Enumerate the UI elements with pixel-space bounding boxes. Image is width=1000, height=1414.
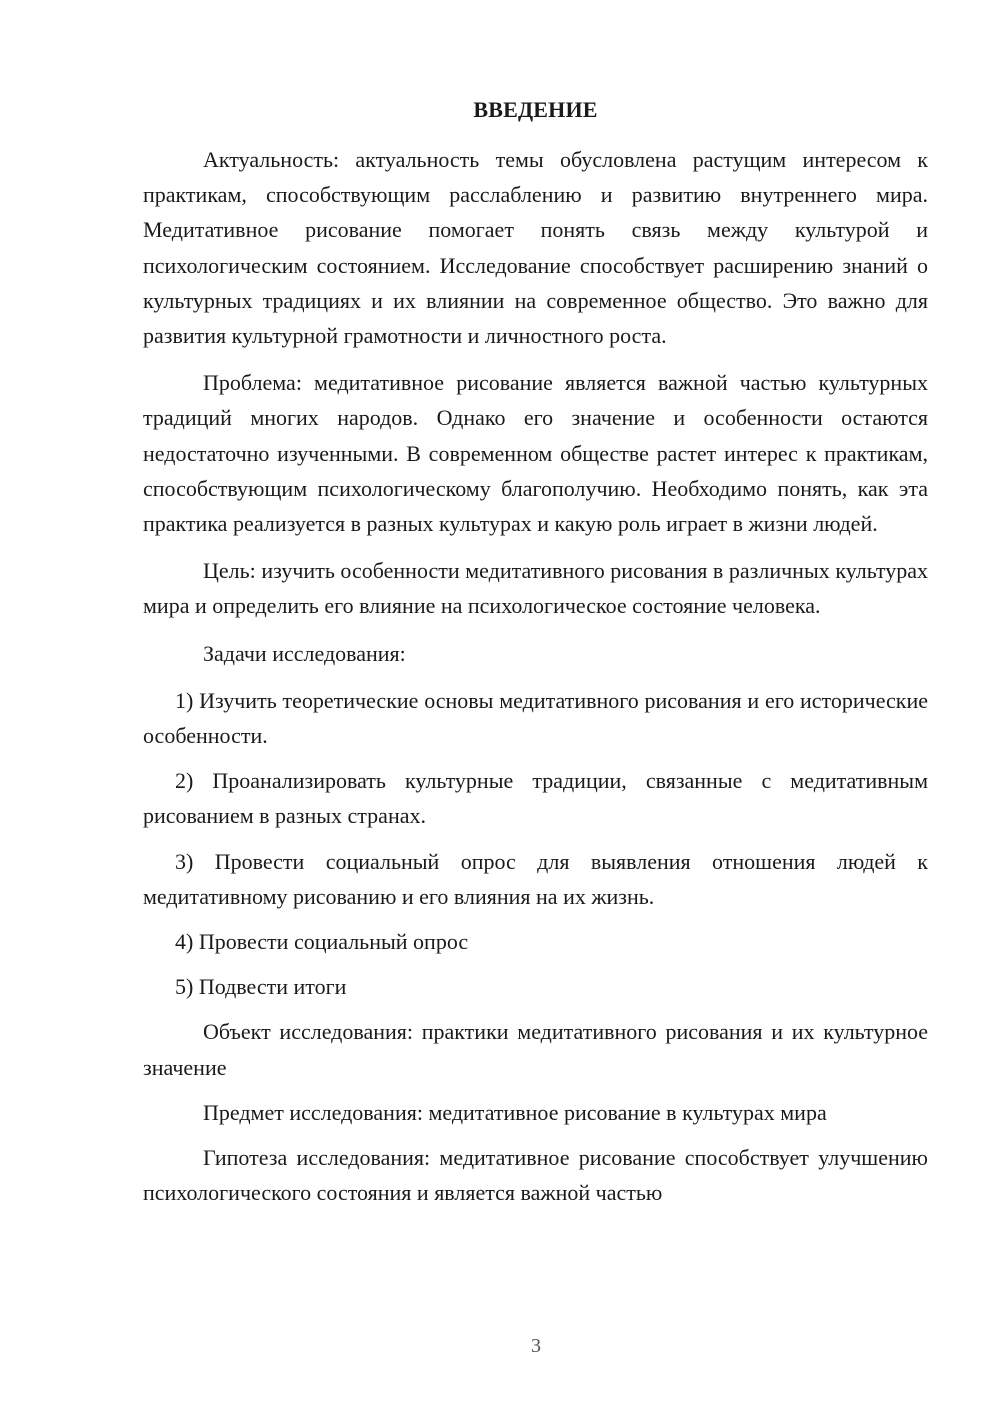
task-item-2: 2) Проанализировать культурные традиции, связанные с медитативным рисованием в разных странах. [143,768,928,829]
paragraph-object: Объект исследования: практики медитативного рисования и их культурное значение [143,1019,928,1080]
task-item-1: 1) Изучить теоретические основы медитативного рисования и его исторические особенности. [143,687,928,749]
section-title: ВВЕДЕНИЕ [473,97,598,122]
page-content [143,94,928,1220]
tasks-heading: Задачи исследования: [203,640,406,666]
paragraph-subject: Предмет исследования: медитативное рисование в культурах мира [203,1099,827,1125]
paragraph-relevance: Актуальность: актуальность темы обусловлена растущим интересом к практикам, способствующим расслаблению и развитию внутреннего мира. Медитативное рисование помогает понять связь между культурой и психологическим состоянием. Исследование способствует расширению знаний о культурных традициях и их влиянии на современное общество. Это важно для развития культурной грамотности и личностного роста. [143,147,928,349]
task-item-3: 3) Провести социальный опрос для выявления отношения людей к медитативному рисованию и его влияния на их жизнь. [143,848,928,909]
paragraph-goal: Цель: изучить особенности медитативного рисования в различных культурах мира и определить его влияние на психологическое состояние человека. [143,558,928,619]
page-number: 3 [531,1335,541,1357]
task-item-5: 5) Подвести итоги [175,974,347,1000]
task-item-4: 4) Провести социальный опрос [175,929,469,955]
paragraph-hypothesis: Гипотеза исследования: медитативное рисование способствует улучшению психологического состояния и является важной частью [143,1145,928,1206]
paragraph-problem: Проблема: медитативное рисование является важной частью культурных традиций многих народов. Однако его значение и особенности остаются недостаточно изученными. В современном обществе растет интерес к практикам, способствующим психологическому благополучию. Необходимо понять, как эта практика реализуется в разных культурах и какую роль играет в жизни людей. [143,370,928,537]
